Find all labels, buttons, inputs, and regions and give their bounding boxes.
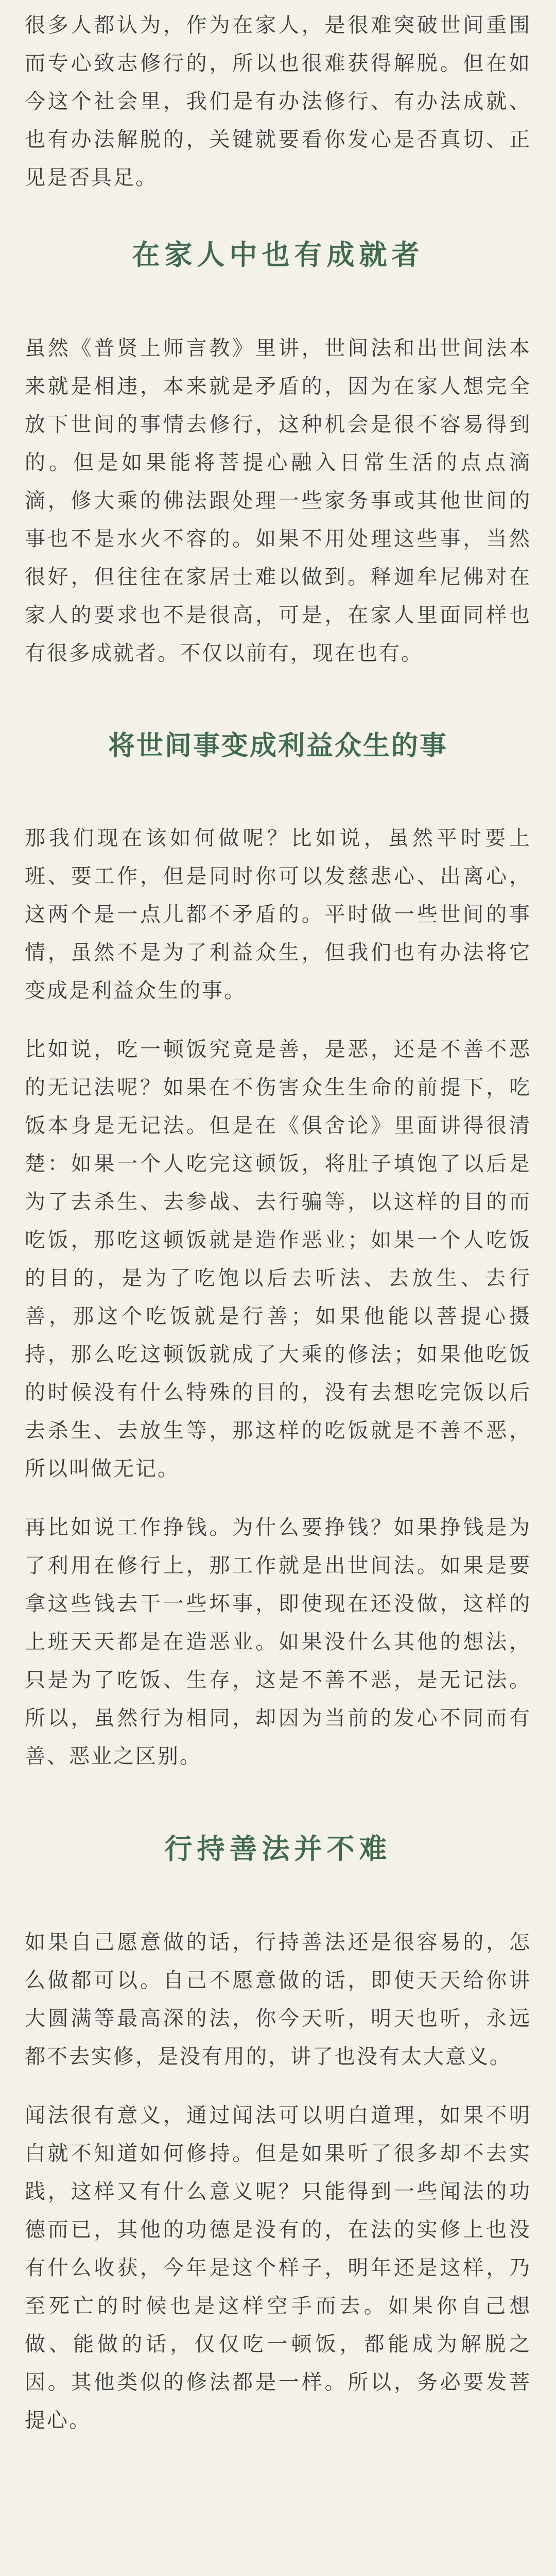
- section-heading-lay-practitioners: 在家人中也有成就者: [132, 238, 424, 271]
- section-2-paragraph-1: 那我们现在该如何做呢？比如说，虽然平时要上班、要工作，但是同时你可以发慈悲心、出离心，这两个是一点儿都不矛盾的。平时做一些世间的事情，虽然不是为了利益众生，但我们也有办法将它变成是利益众生的事。: [25, 826, 531, 1003]
- section-1-paragraph-1: 虽然《普贤上师言教》里讲，世间法和出世间法本来就是相违，本来就是矛盾的，因为在家人想完全放下世间的事情去修行，这种机会是很不容易得到的。但是如果能将菩提心融入日常生活的点点滴滴，修大乘的佛法跟处理一些家务事或其他世间的事也不是水火不容的。如果不用处理这些事，当然很好，但往往在家居士难以做到。释迦牟尼佛对在家人的要求也不是很高，可是，在家人里面同样也有很多成就者。不仅以前有，现在也有。: [25, 336, 531, 665]
- section-heading-worldly-affairs: 将世间事变成利益众生的事: [108, 730, 448, 761]
- intro-paragraph: 很多人都认为，作为在家人，是很难突破世间重围而专心致志修行的，所以也很难获得解脱。但在如今这个社会里，我们是有办法修行、有办法成就、也有办法解脱的，关键就要看你发心是否真切、正见是否具足。: [25, 13, 531, 190]
- section-2-paragraph-3: 再比如说工作挣钱。为什么要挣钱？如果挣钱是为了利用在修行上，那工作就是出世间法。如果是要拿这些钱去干一些坏事，即使现在还没做，这样的上班天天都是在造恶业。如果没什么其他的想法，只是为了吃饭、生存，这是不善不恶，是无记法。所以，虽然行为相同，却因为当前的发心不同而有善、恶业之区别。: [25, 1516, 531, 1768]
- section-3-paragraph-2: 闻法很有意义，通过闻法可以明白道理，如果不明白就不知道如何修持。但是如果听了很多却不去实践，这样又有什么意义呢？只能得到一些闻法的功德而已，其他的功德是没有的，在法的实修上也没有什么收获，今年是这个样子，明年还是这样，乃至死亡的时候也是这样空手而去。如果你自己想做、能做的话，仅仅吃一顿饭，都能成为解脱之因。其他类似的修法都是一样。所以，务必要发菩提心。: [25, 2104, 531, 2432]
- section-2-paragraph-2: 比如说，吃一顿饭究竟是善，是恶，还是不善不恶的无记法呢？如果在不伤害众生生命的前提下，吃饭本身是无记法。但是在《俱舍论》里面讲得很清楚：如果一个人吃完这顿饭，将肚子填饱了以后是为了去杀生、去参战、去行骗等，以这样的目的而吃饭，那吃这顿饭就是造作恶业；如果一个人吃饭的目的，是为了吃饱以后去听法、去放生、去行善，那这个吃饭就是行善；如果他能以菩提心摄持，那么吃这顿饭就成了大乘的修法；如果他吃饭的时候没有什么特殊的目的，没有去想吃完饭以后去杀生、去放生等，那这样的吃饭就是不善不恶，所以叫做无记。: [25, 1038, 531, 1481]
- section-3-paragraph-1: 如果自己愿意做的话，行持善法还是很容易的，怎么做都可以。自己不愿意做的话，即使天天给你讲大圆满等最高深的法，你今天听，明天也听，永远都不去实修，是没有用的，讲了也没有太大意义。: [25, 1930, 531, 2069]
- section-heading-virtue-not-hard: 行持善法并不难: [164, 1832, 392, 1865]
